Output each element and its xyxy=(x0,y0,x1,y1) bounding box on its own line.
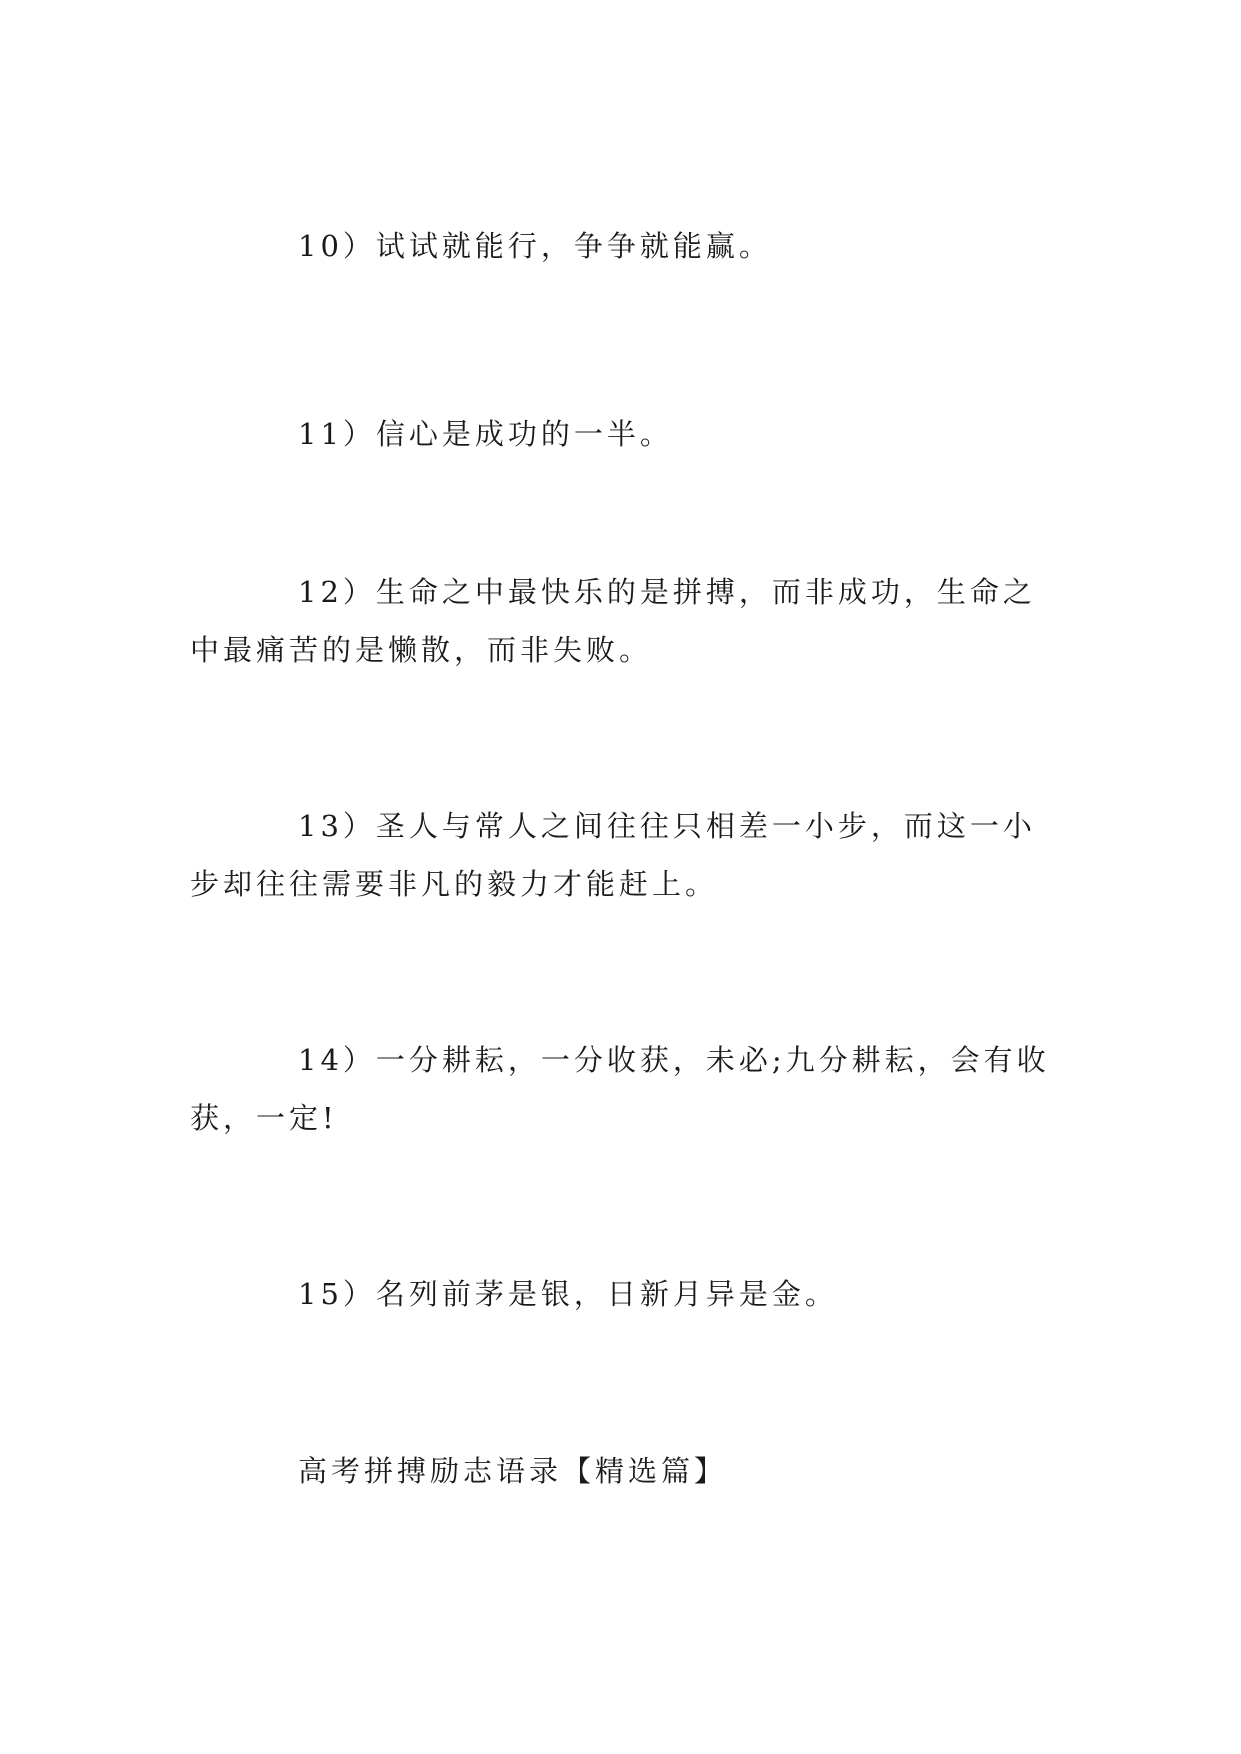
quote-paragraph-14: 14）一分耕耘，一分收获，未必;九分耕耘，会有收获，一定! xyxy=(190,1043,1050,1135)
quote-paragraph-12: 12）生命之中最快乐的是拼搏，而非成功，生命之中最痛苦的是懒散，而非失败。 xyxy=(190,575,1036,667)
quote-paragraph-11: 11）信心是成功的一半。 xyxy=(298,417,673,451)
quote-paragraph-13: 13）圣人与常人之间往往只相差一小步，而这一小步却往往需要非凡的毅力才能赶上。 xyxy=(190,809,1036,901)
quote-paragraph-15: 15）名列前茅是银，日新月异是金。 xyxy=(298,1277,838,1311)
quote-paragraph-10: 10）试试就能行，争争就能赢。 xyxy=(298,229,772,263)
section-heading: 高考拼搏励志语录【精选篇】 xyxy=(298,1454,728,1488)
